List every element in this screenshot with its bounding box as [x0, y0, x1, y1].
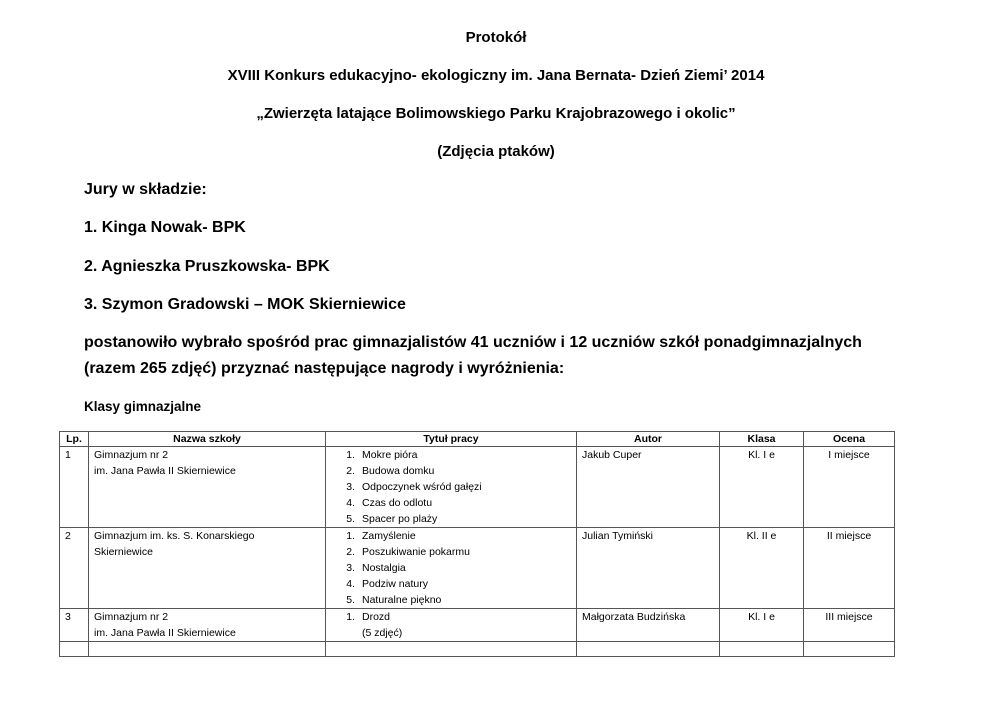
table-row — [60, 528, 895, 609]
title-list — [331, 447, 571, 527]
work-titles — [326, 609, 577, 642]
title-number: 4. — [346, 497, 355, 509]
column-header: Tytuł pracy — [326, 432, 577, 447]
document-title: Protokół — [465, 29, 527, 46]
row-number: 3 — [60, 609, 89, 642]
title-text: Poszukiwanie pokarmu — [362, 546, 470, 558]
title-number: 2. — [346, 465, 355, 477]
empty-cell — [577, 642, 720, 657]
row-number: 2 — [60, 528, 89, 609]
author-name: Jakub Cuper — [577, 447, 720, 528]
jury-member: 2. Agnieszka Pruszkowska- BPK — [84, 258, 330, 275]
title-list — [331, 528, 571, 608]
grade-value: II miejsce — [804, 528, 895, 609]
decision-line-2: (razem 265 zdjęć) przyznać następujące nagrody i wyróżnienia: — [84, 360, 565, 377]
school-name-line: Gimnazjum nr 2 — [94, 611, 169, 623]
column-header: Klasa — [720, 432, 804, 447]
title-item — [331, 447, 571, 463]
class-value: Kl. II e — [720, 528, 804, 609]
school-name-line: im. Jana Pawła II Skierniewice — [94, 627, 236, 639]
title-text: Zamyślenie — [362, 530, 416, 542]
school-name-line: Gimnazjum nr 2 — [94, 449, 169, 461]
title-text: Spacer po plaży — [362, 513, 438, 525]
column-header: Lp. — [60, 432, 89, 447]
title-item — [331, 479, 571, 495]
class-value: Kl. I e — [720, 609, 804, 642]
author-name: Julian Tymiński — [577, 528, 720, 609]
school-name-line: Gimnazjum im. ks. S. Konarskiego — [94, 530, 255, 542]
title-text: (5 zdjęć) — [362, 627, 403, 639]
title-item — [331, 528, 571, 544]
title-item — [331, 544, 571, 560]
empty-cell — [326, 642, 577, 657]
school-name — [89, 528, 326, 609]
jury-member: 3. Szymon Gradowski – MOK Skierniewice — [84, 296, 406, 313]
table-row — [60, 609, 895, 642]
jury-heading: Jury w składzie: — [84, 181, 207, 198]
column-header: Autor — [577, 432, 720, 447]
title-text: Naturalne piękno — [362, 594, 442, 606]
title-item — [331, 511, 571, 527]
contest-name: XVIII Konkurs edukacyjno- ekologiczny im. Jana Bernata- Dzień Ziemi’ 2014 — [227, 67, 765, 84]
title-item — [331, 592, 571, 608]
column-header: Nazwa szkoły — [89, 432, 326, 447]
title-number: 3. — [346, 562, 355, 574]
decision-line-1: postanowiło wybrało spośród prac gimnazjalistów 41 uczniów i 12 uczniów szkół ponadgimnazjalnych — [84, 334, 862, 351]
title-item — [331, 576, 571, 592]
school-name — [89, 609, 326, 642]
title-item — [331, 560, 571, 576]
table-row-empty — [60, 642, 895, 657]
title-text: Nostalgia — [362, 562, 406, 574]
title-number: 1. — [346, 530, 355, 542]
title-number: 2. — [346, 546, 355, 558]
author-name: Małgorzata Budzińska — [577, 609, 720, 642]
empty-cell — [60, 642, 89, 657]
empty-cell — [804, 642, 895, 657]
title-item — [331, 463, 571, 479]
title-number: 3. — [346, 481, 355, 493]
class-value: Kl. I e — [720, 447, 804, 528]
title-text: Mokre pióra — [362, 449, 418, 461]
work-titles — [326, 528, 577, 609]
empty-cell — [720, 642, 804, 657]
title-text: Czas do odlotu — [362, 497, 433, 509]
contest-theme: „Zwierzęta latające Bolimowskiego Parku Krajobrazowego i okolic” — [256, 105, 736, 122]
title-item — [331, 609, 571, 625]
title-list — [331, 609, 571, 641]
title-item — [331, 495, 571, 511]
jury-member: 1. Kinga Nowak- BPK — [84, 219, 246, 236]
table-header-row — [60, 432, 895, 447]
title-number: 5. — [346, 594, 355, 606]
title-number — [331, 625, 362, 641]
title-text: Drozd — [362, 611, 391, 623]
school-name-line: Skierniewice — [94, 546, 153, 558]
title-number: 1. — [346, 611, 355, 623]
title-text: Budowa domku — [362, 465, 435, 477]
results-table — [59, 431, 895, 657]
section-title: Klasy gimnazjalne — [84, 399, 202, 414]
grade-value: I miejsce — [804, 447, 895, 528]
row-number: 1 — [60, 447, 89, 528]
school-name — [89, 447, 326, 528]
title-number: 5. — [346, 513, 355, 525]
empty-cell — [89, 642, 326, 657]
contest-category: (Zdjęcia ptaków) — [437, 143, 555, 160]
grade-value: III miejsce — [804, 609, 895, 642]
title-text: Podziw natury — [362, 578, 428, 590]
school-name-line: im. Jana Pawła II Skierniewice — [94, 465, 236, 477]
work-titles — [326, 447, 577, 528]
title-number: 4. — [346, 578, 355, 590]
title-item — [331, 625, 571, 641]
title-number: 1. — [346, 449, 355, 461]
title-text: Odpoczynek wśród gałęzi — [362, 481, 482, 493]
table-row — [60, 447, 895, 528]
column-header: Ocena — [804, 432, 895, 447]
